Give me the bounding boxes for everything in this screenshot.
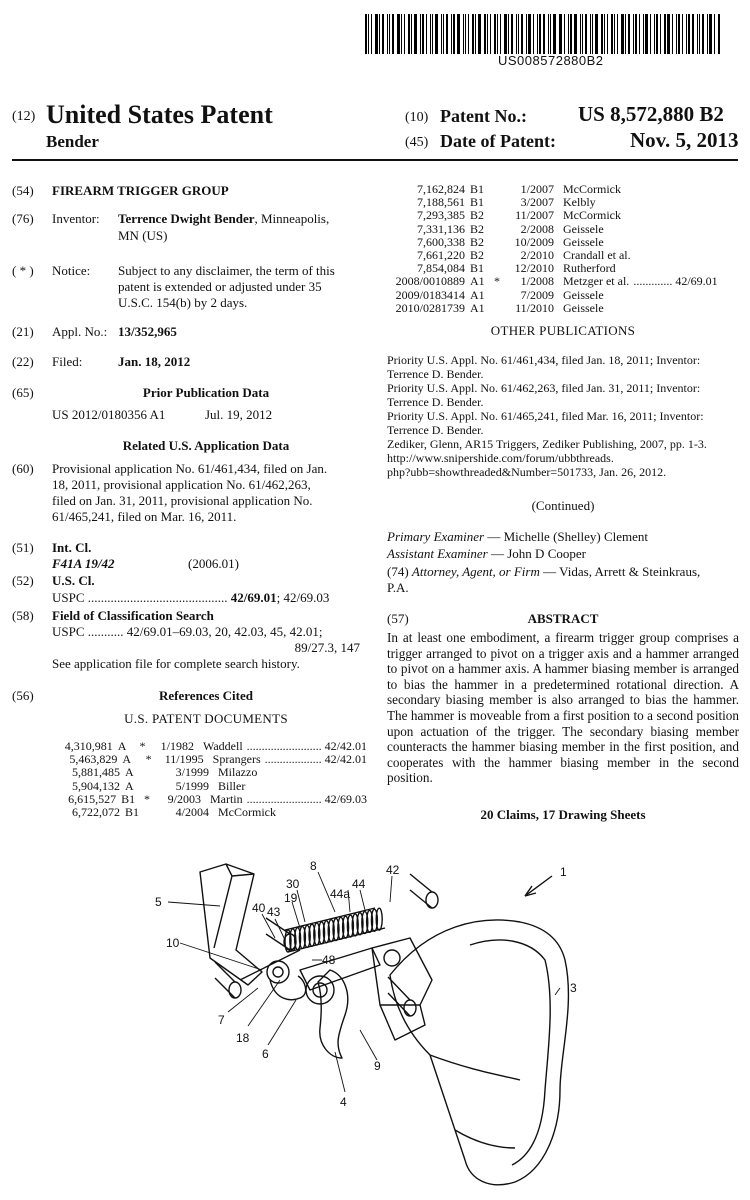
notice-line: U.S.C. 154(b) by 2 days.	[118, 295, 248, 310]
reference-number: 4,310,981	[64, 739, 113, 753]
reference-class	[608, 223, 611, 236]
other-pubs-heading: OTHER PUBLICATIONS	[490, 323, 636, 338]
figure-label-44a: 44a	[330, 887, 351, 901]
reference-date: 7/2009	[520, 287, 554, 302]
reference-star	[494, 302, 504, 315]
header-rule	[12, 159, 738, 161]
inventor-line1	[118, 211, 329, 226]
attorney	[387, 564, 700, 579]
reference-row	[387, 289, 739, 302]
reference-date: 1/2008	[520, 274, 554, 289]
appl-no: 13/352,965	[118, 324, 177, 339]
publication-line: http://www.snipershide.com/forum/ubbthreads.	[387, 451, 614, 465]
field-search-line1	[52, 624, 323, 639]
publication-line: Terrence D. Bender.	[387, 395, 484, 409]
figure-label-3: 3	[570, 981, 577, 995]
reference-star	[494, 196, 504, 209]
reference-star	[494, 209, 504, 222]
pin	[388, 977, 416, 1016]
dot-leader: ...........................................	[87, 590, 228, 605]
prior-pub-date: Jul. 19, 2012	[205, 407, 273, 422]
claims-sheets: 20 Claims, 17 Drawing Sheets	[480, 807, 646, 822]
reference-date: 4/2004	[175, 805, 209, 820]
code-45: (45)	[405, 135, 429, 150]
int-cl-label: Int. Cl.	[52, 540, 92, 555]
abstract-text: In at least one embodiment, a firearm trigger group comprises a trigger arranged to pivot on a trigger axis and a hammer arranged to pivot on a hammer axis. A hammer biasing member is arranged to bias the hammer in a predetermined rotational direction. A secondary biasing member is also arranged to bias the hammer. The hammer is moveable from a first position to a second position upon actuation of the trigger. The secondary biasing member counteracts the hammer biasing member in the first position, and cooperates with the hammer biasing member in the second position.	[387, 630, 739, 786]
code-52: (52)	[12, 573, 34, 588]
reference-kind: A	[125, 778, 134, 793]
figure-label-7: 7	[218, 1013, 225, 1027]
reference-date: 5/1999	[175, 778, 209, 793]
reference-dots: .............	[633, 274, 673, 289]
trigger-group-drawing	[0, 830, 750, 1200]
reference-star	[149, 806, 159, 819]
reference-name: Crandall et al.	[563, 248, 631, 263]
primary-examiner-label: Primary Examiner	[387, 529, 485, 544]
reference-star	[494, 183, 504, 196]
uspc-label: USPC	[52, 590, 85, 605]
int-cl-year: (2006.01)	[188, 556, 239, 571]
code-56: (56)	[12, 688, 34, 703]
reference-date: 1/2007	[520, 182, 554, 196]
reference-row	[387, 302, 739, 315]
code-57: (57)	[387, 611, 409, 626]
notice-line: Subject to any disclaimer, the term of this	[118, 263, 335, 278]
dot-leader: ...........	[87, 624, 124, 639]
reference-row	[387, 275, 739, 288]
reference-class: 42/69.03	[324, 791, 367, 806]
reference-date: 1/1982	[160, 739, 194, 753]
figure-label-6: 6	[262, 1047, 269, 1061]
reference-kind: B1	[470, 261, 485, 276]
reference-number: 7,331,136	[417, 221, 465, 236]
reference-star	[494, 289, 504, 302]
code-65: (65)	[12, 385, 34, 400]
figure-label-44: 44	[352, 877, 366, 891]
reference-star	[494, 236, 504, 249]
reference-number: 6,722,072	[72, 805, 120, 820]
date-of-patent: Nov. 5, 2013	[630, 128, 739, 152]
patent-no-label: Patent No.:	[440, 106, 527, 126]
notice-label: Notice:	[52, 263, 91, 278]
figure-label-40: 40	[252, 901, 266, 915]
primary-examiner	[387, 529, 648, 544]
reference-name: McCormick	[218, 805, 276, 820]
reference-date: 3/2007	[520, 195, 554, 210]
code-76: (76)	[12, 211, 34, 226]
inventor-location-2: MN (US)	[118, 228, 168, 243]
reference-star: *	[494, 274, 500, 289]
notice-text	[118, 263, 335, 311]
reference-name: Martin	[209, 791, 243, 806]
assistant-examiner-name: — John D Cooper	[487, 546, 586, 561]
attorney-line2: P.A.	[387, 580, 409, 595]
prior-pub-number: US 2012/0180356 A1	[52, 407, 166, 422]
reference-class	[635, 249, 638, 262]
references-heading: References Cited	[159, 688, 253, 703]
abstract-heading: ABSTRACT	[527, 611, 599, 626]
code-12: (12)	[12, 109, 36, 124]
figure-label-10: 10	[166, 936, 180, 950]
code-58: (58)	[12, 608, 34, 623]
provisional-line: Provisional application No. 61/461,434, filed on Jan.	[52, 461, 328, 476]
assistant-examiner	[387, 546, 586, 561]
assistant-examiner-label: Assistant Examiner	[387, 546, 488, 561]
pin	[410, 874, 438, 908]
reference-name: Kelbly	[563, 195, 596, 210]
publication-line: Priority U.S. Appl. No. 61/462,263, filed Jan. 31, 2011; Inventor:	[387, 381, 701, 395]
reference-date: 2/2008	[520, 221, 554, 236]
other-publications	[387, 353, 739, 479]
reference-number: 7,661,220	[417, 248, 465, 263]
reference-kind: A	[122, 752, 132, 767]
reference-row	[387, 209, 739, 222]
reference-star	[149, 780, 159, 793]
date-of-patent-label: Date of Patent:	[440, 131, 556, 151]
reference-class	[608, 289, 611, 302]
reference-class	[625, 209, 628, 222]
us-cl-line	[52, 590, 329, 605]
publication-line: Terrence D. Bender.	[387, 423, 484, 437]
code-51: (51)	[12, 540, 34, 555]
reference-name: Milazzo	[218, 765, 258, 780]
us-patent-docs-heading: U.S. PATENT DOCUMENTS	[124, 711, 288, 726]
pin	[215, 962, 241, 998]
reference-kind: B1	[121, 791, 136, 806]
us-references-list	[42, 740, 367, 819]
field-search-note: See application file for complete search history.	[52, 656, 300, 671]
reference-name: Waddell	[202, 739, 243, 753]
reference-kind: A1	[470, 287, 485, 302]
publication-line: Terrence D. Bender.	[387, 367, 484, 381]
reference-name: McCormick	[563, 208, 621, 223]
figure-label-18: 18	[236, 1031, 250, 1045]
reference-class: 42/69.01	[675, 274, 718, 289]
invention-title: FIREARM TRIGGER GROUP	[52, 183, 229, 198]
provisional-line: 18, 2011, provisional application No. 61/462,263,	[52, 477, 311, 492]
reference-star: *	[139, 739, 146, 753]
reference-number: 5,463,829	[69, 752, 118, 767]
figure-label-19: 19	[284, 891, 298, 905]
reference-date: 3/1999	[175, 765, 209, 780]
reference-kind: A	[117, 739, 127, 753]
continued-note: (Continued)	[531, 498, 595, 513]
reference-number: 7,293,385	[417, 208, 465, 223]
more-references-list	[387, 183, 739, 315]
inventor-location: , Minneapolis,	[254, 211, 330, 226]
reference-name: McCormick	[563, 182, 621, 196]
reference-number: 5,881,485	[72, 765, 120, 780]
inventor-label: Inventor:	[52, 211, 100, 226]
reference-star: *	[143, 791, 150, 806]
reference-number: 7,162,824	[417, 182, 465, 196]
publication-line: php?ubb=showthreaded&Number=501733, Jan. 26, 2012.	[387, 465, 667, 479]
reference-row	[42, 766, 367, 779]
reference-kind: B1	[125, 805, 140, 820]
figure-label-42: 42	[386, 863, 400, 877]
reference-kind: B2	[470, 234, 485, 249]
field-search-label: Field of Classification Search	[52, 608, 214, 623]
figure-label-43: 43	[267, 905, 281, 919]
code-60: (60)	[12, 461, 34, 476]
reference-date: 9/2003	[167, 791, 201, 806]
figure-label-1: 1	[560, 865, 567, 879]
code-22: (22)	[12, 354, 34, 369]
figure-label-30: 30	[286, 877, 300, 891]
figure-label-9: 9	[374, 1059, 381, 1073]
primary-examiner-name: — Michelle (Shelley) Clement	[484, 529, 649, 544]
reference-kind: B1	[470, 182, 485, 196]
filed-date: Jan. 18, 2012	[118, 354, 191, 369]
reference-dots: .........................	[246, 791, 322, 806]
figure-label-48: 48	[322, 953, 336, 967]
code-10: (10)	[405, 110, 429, 125]
reference-row	[42, 780, 367, 793]
reference-kind: B1	[470, 195, 485, 210]
field-search-classes: 42/69.01–69.03, 20, 42.03, 45, 42.01;	[126, 624, 323, 639]
reference-number: 7,854,084	[417, 261, 465, 276]
reference-kind: B2	[470, 208, 485, 223]
reference-name: Geissele	[563, 221, 604, 236]
document-type: United States Patent	[46, 100, 273, 129]
barcode-number: US008572880B2	[498, 53, 604, 68]
code-54: (54)	[12, 183, 34, 198]
uspc-label: USPC	[52, 624, 85, 639]
reference-name: Biller	[218, 778, 246, 793]
figure-label-5: 5	[155, 895, 162, 909]
barcode	[365, 14, 721, 54]
reference-class: 42/42.01	[324, 739, 367, 753]
reference-row	[387, 223, 739, 236]
reference-kind: A1	[470, 300, 485, 315]
inventor-name: Terrence Dwight Bender	[118, 211, 255, 226]
prior-pub-heading: Prior Publication Data	[142, 385, 270, 400]
notice-line: patent is extended or adjusted under 35	[118, 279, 322, 294]
reference-dots: ...................	[264, 752, 322, 767]
header-inventor: Bender	[46, 132, 99, 151]
reference-name: Metzger et al.	[563, 274, 630, 289]
reference-star	[494, 249, 504, 262]
reference-date: 11/2007	[515, 208, 554, 223]
reference-class: 42/42.01	[324, 752, 367, 767]
us-cl-rest: ; 42/69.03	[276, 590, 330, 605]
patent-number: US 8,572,880 B2	[578, 102, 724, 126]
int-cl-class: F41A 19/42	[52, 556, 115, 571]
us-cl-label: U.S. Cl.	[52, 573, 95, 588]
reference-date: 12/2010	[514, 261, 554, 276]
reference-kind: A	[125, 765, 134, 780]
reference-kind: B2	[470, 221, 485, 236]
reference-number: 2010/0281739	[395, 300, 465, 315]
attorney-name: — Vidas, Arrett & Steinkraus,	[539, 564, 701, 579]
appl-no-label: Appl. No.:	[52, 324, 108, 339]
reference-dots: .........................	[246, 739, 322, 753]
notice-code: ( * )	[12, 263, 34, 278]
code-21: (21)	[12, 324, 34, 339]
figure-label-8: 8	[310, 859, 317, 873]
code-74: (74)	[387, 564, 409, 579]
publication-line: Zediker, Glenn, AR15 Triggers, Zediker Publishing, 2007, pp. 1-3.	[387, 437, 707, 451]
reference-class	[249, 780, 252, 793]
publication-line: Priority U.S. Appl. No. 61/465,241, filed Mar. 16, 2011; Inventor:	[387, 409, 704, 423]
provisional-line: filed on Jan. 31, 2011, provisional application No.	[52, 493, 313, 508]
reference-star	[149, 766, 159, 779]
reference-class	[625, 183, 628, 196]
reference-date: 11/2010	[515, 300, 554, 315]
figure-label-4: 4	[340, 1095, 347, 1109]
reference-star: *	[145, 752, 152, 767]
reference-class	[608, 302, 611, 315]
reference-name: Rutherford	[563, 261, 616, 276]
provisional-text	[52, 461, 327, 525]
reference-number: 2009/0183414	[395, 287, 465, 302]
reference-class	[280, 806, 283, 819]
reference-kind: B2	[470, 248, 485, 263]
field-search-line2: 89/27.3, 147	[294, 640, 360, 655]
reference-number: 5,904,132	[72, 778, 120, 793]
reference-kind: A1	[470, 274, 485, 289]
provisional-line: 61/465,241, filed on Mar. 16, 2011.	[52, 509, 237, 524]
reference-row	[42, 806, 367, 819]
reference-number: 6,615,527	[68, 791, 117, 806]
related-heading: Related U.S. Application Data	[122, 438, 290, 453]
reference-name: Geissele	[563, 287, 604, 302]
reference-number: 2008/0010889	[395, 274, 465, 289]
reference-name: Sprangers	[212, 752, 261, 767]
reference-star	[494, 223, 504, 236]
reference-name: Geissele	[563, 234, 604, 249]
reference-number: 7,188,561	[417, 195, 465, 210]
publication-line: Priority U.S. Appl. No. 61/461,434, filed Jan. 18, 2011; Inventor:	[387, 353, 701, 367]
reference-date: 11/1995	[164, 752, 204, 767]
reference-name: Geissele	[563, 300, 604, 315]
reference-class	[261, 766, 264, 779]
us-cl-main: 42/69.01	[230, 590, 277, 605]
attorney-label: Attorney, Agent, or Firm	[411, 564, 540, 579]
filed-label: Filed:	[52, 354, 83, 369]
reference-date: 2/2010	[520, 248, 554, 263]
reference-date: 10/2009	[514, 234, 554, 249]
reference-number: 7,600,338	[417, 234, 465, 249]
